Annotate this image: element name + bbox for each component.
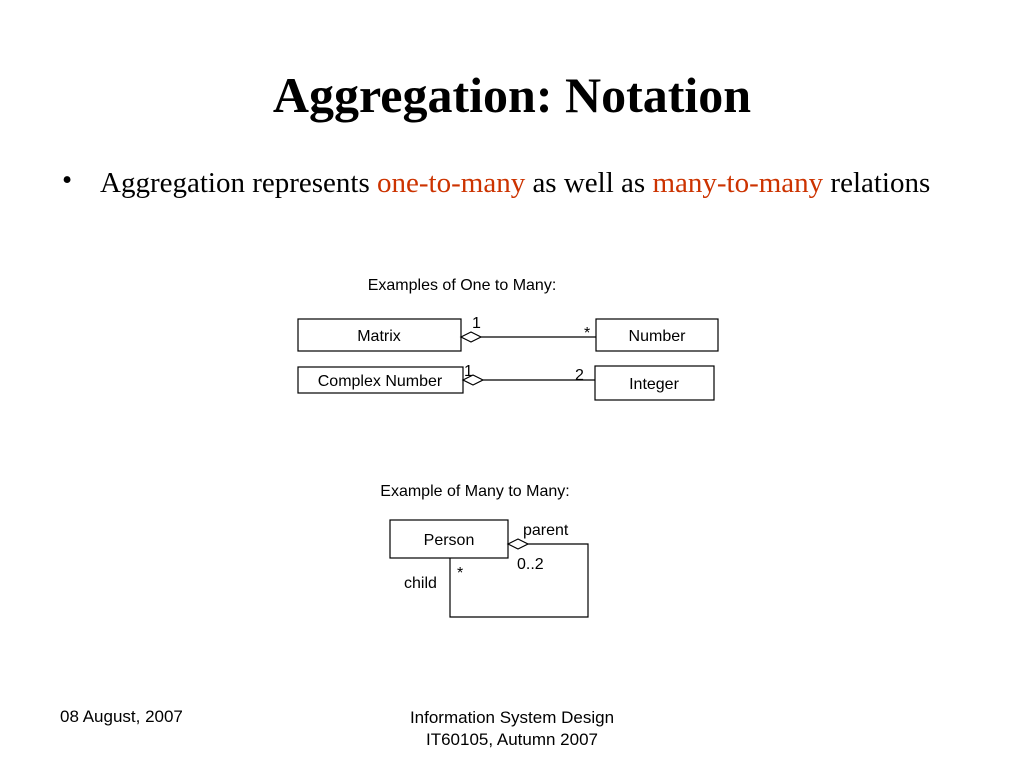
- person-class-label: Person: [423, 532, 475, 549]
- bullet-text-before: Aggregation represents: [100, 167, 378, 199]
- matrix-class-label: Matrix: [357, 328, 401, 345]
- bullet-marker: •: [62, 164, 73, 196]
- child-multiplicity: *: [457, 565, 464, 582]
- footer-course-line1: Information System Design: [409, 708, 615, 727]
- number-multiplicity: *: [584, 325, 591, 342]
- number-class-label: Number: [628, 328, 686, 345]
- bullet-text-middle: as well as: [525, 167, 653, 199]
- matrix-multiplicity: 1: [472, 315, 481, 332]
- integer-class-label: Integer: [629, 376, 679, 393]
- complex-number-class-label: Complex Number: [317, 373, 443, 390]
- slide-title: Aggregation: Notation: [272, 67, 752, 123]
- bullet-text-after: relations: [823, 167, 931, 199]
- parent-role-label: parent: [523, 522, 569, 539]
- footer-course: [362, 707, 662, 751]
- child-role-label: child: [404, 575, 437, 592]
- matrix-aggregation-diamond: [461, 332, 481, 342]
- footer-date: 08 August, 2007: [60, 707, 183, 726]
- many-to-many-heading: Example of Many to Many:: [380, 483, 570, 500]
- parent-multiplicity: 0..2: [517, 556, 544, 573]
- highlight-many-to-many: many-to-many: [652, 167, 824, 199]
- highlight-one-to-many: one-to-many: [377, 167, 526, 199]
- footer-course-line2: IT60105, Autumn 2007: [425, 730, 599, 749]
- one-to-many-heading: Examples of One to Many:: [367, 277, 557, 294]
- integer-multiplicity: 2: [575, 367, 584, 384]
- person-aggregation-diamond: [508, 539, 528, 549]
- complex-multiplicity: 1: [464, 363, 473, 380]
